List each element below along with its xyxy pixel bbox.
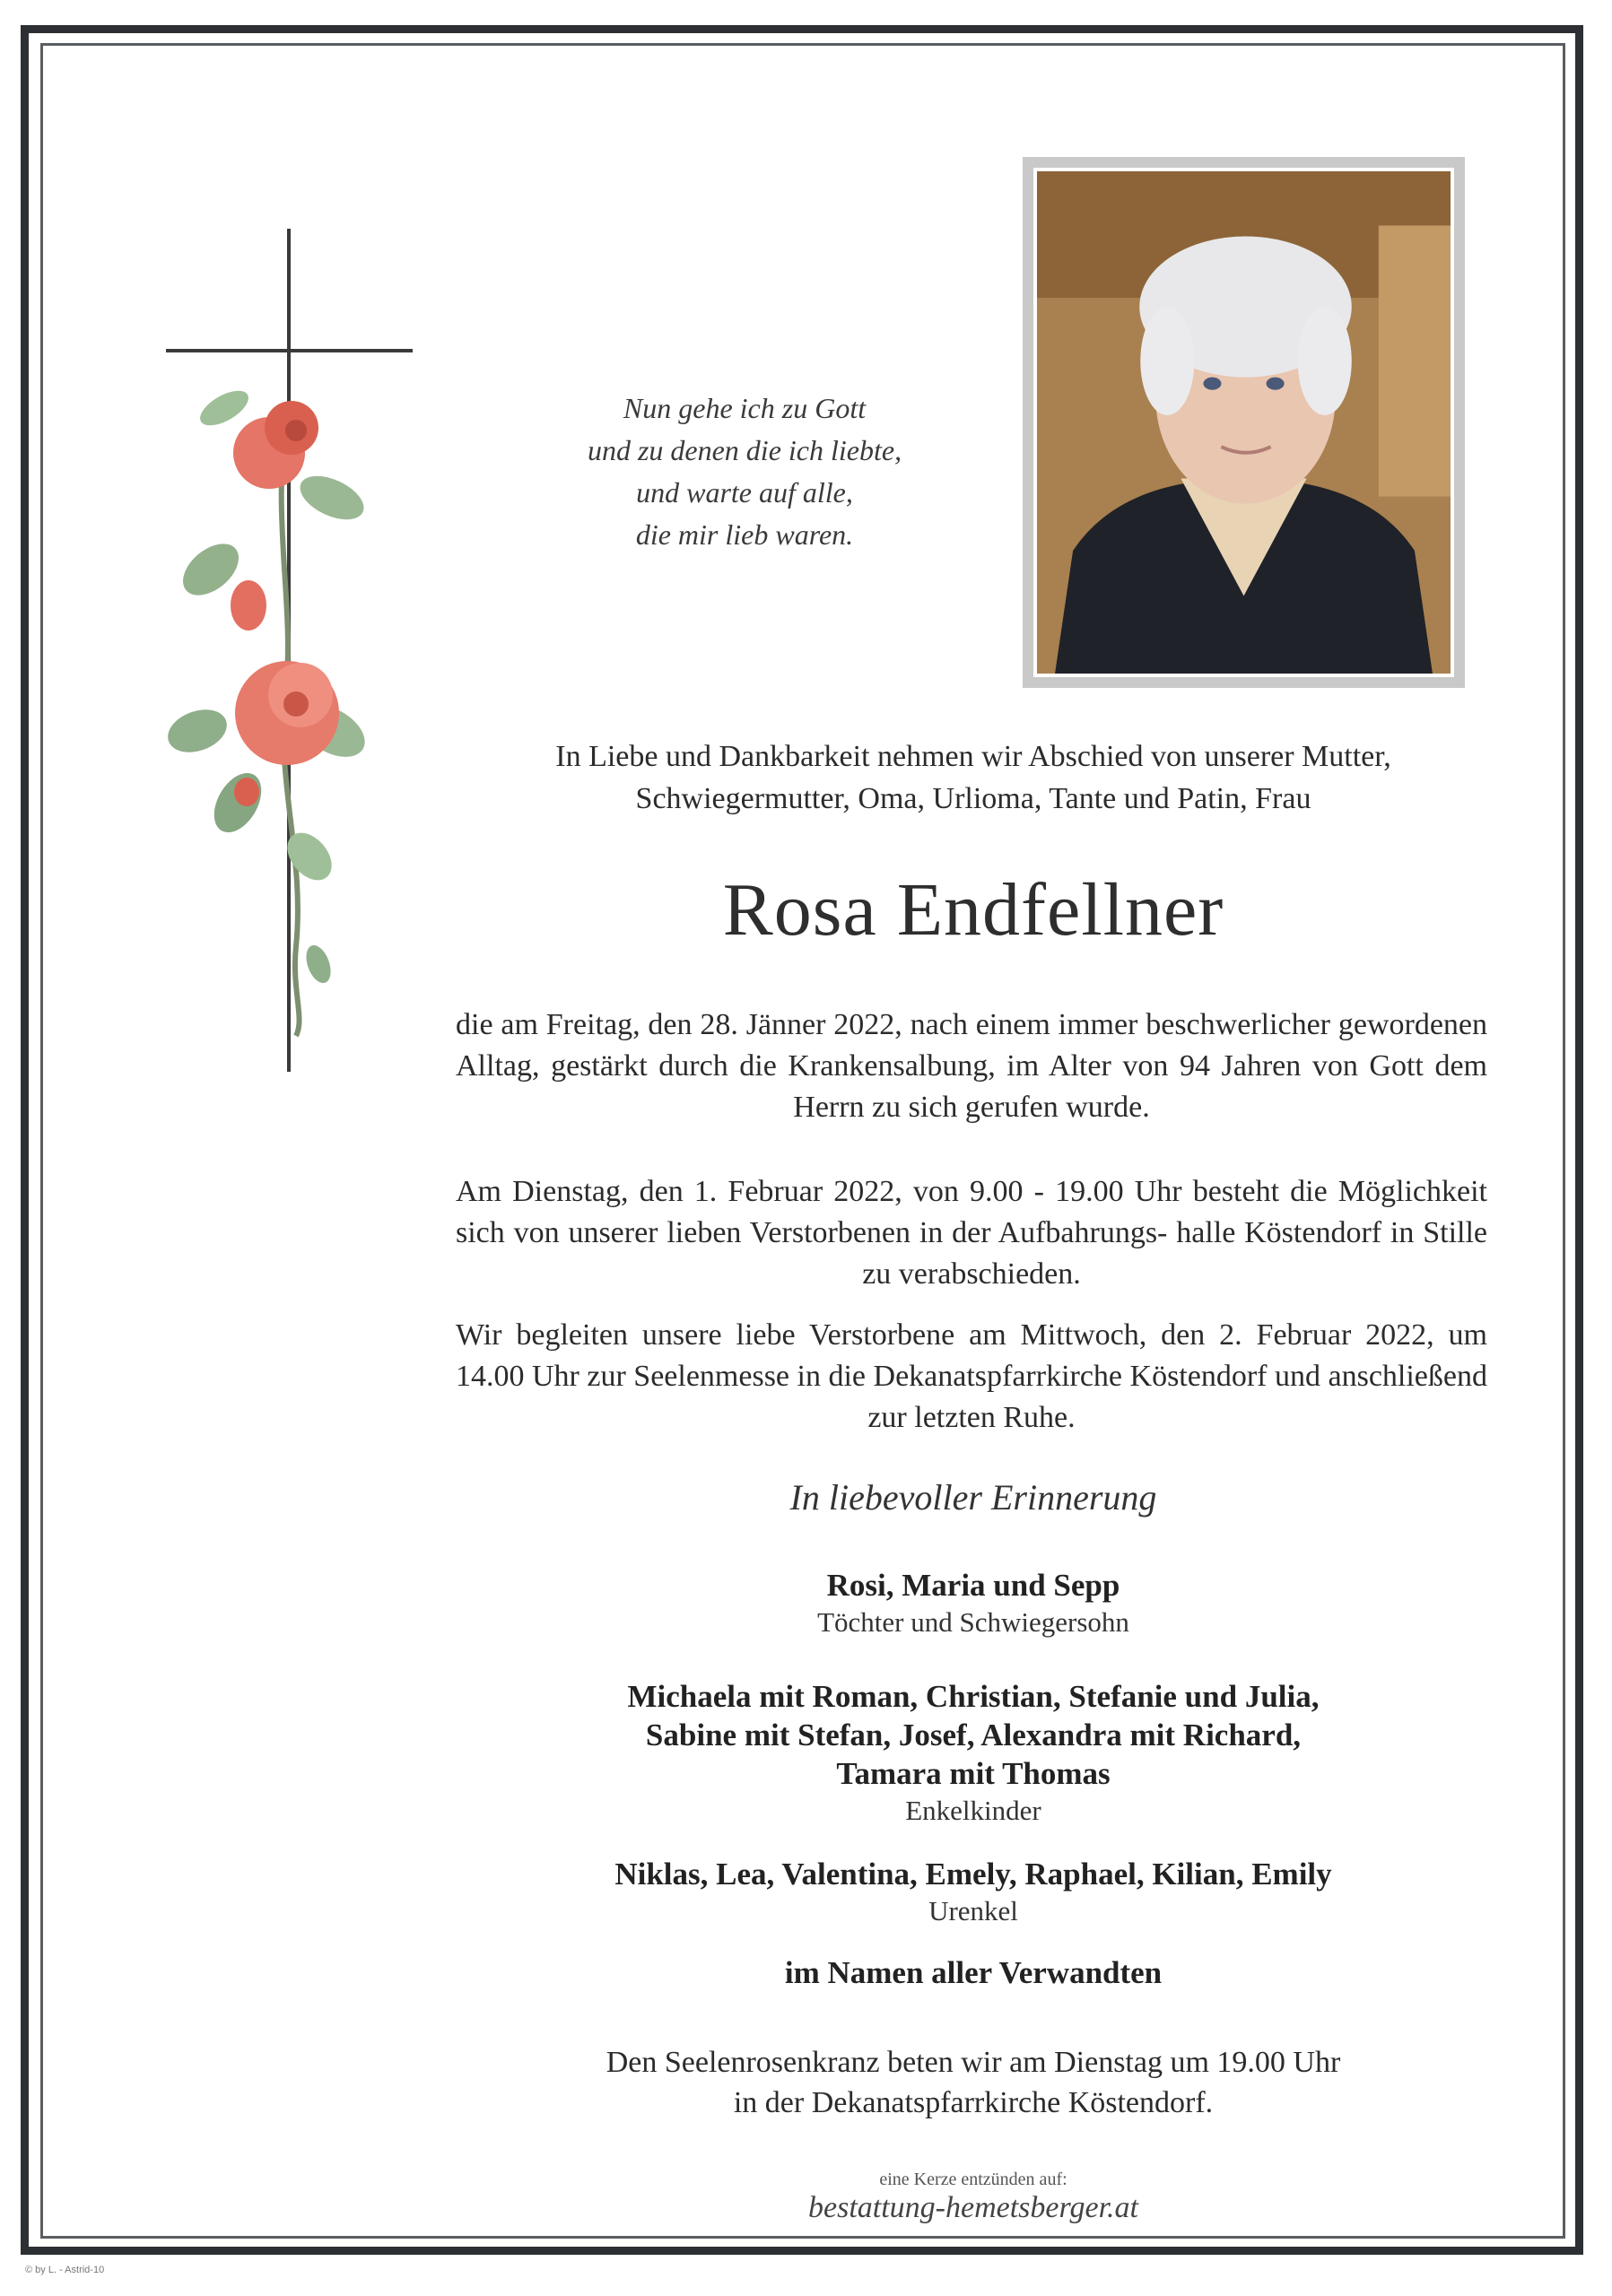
- rose-bloom: [283, 691, 309, 717]
- intro-line: In Liebe und Dankbarkeit nehmen wir Abschied von unserer Mutter,: [555, 740, 1391, 773]
- death-paragraph: die am Freitag, den 28. Jänner 2022, nach einem immer beschwerlicher gewordenen Alltag, gestärkt durch die Krankensalbung, im Alter von 94 Jahren von Gott dem Herrn zu sich gerufen wurde.: [456, 1008, 1487, 1124]
- portrait-photo: [1037, 171, 1451, 674]
- funeral-paragraph: Wir begleiten unsere liebe Verstorbene am Mittwoch, den 2. Februar 2022, um 14.00 Uhr zur Seelenmesse in die Dekanatspfarrkirche Köstendorf und anschließend zur letzten Ruhe.: [456, 1318, 1487, 1434]
- cross-horizontal-bar: [166, 349, 413, 352]
- portrait-frame: [1023, 157, 1465, 688]
- rose-bud: [231, 580, 266, 631]
- intro-line: Schwiegermutter, Oma, Urlioma, Tante und Patin, Frau: [635, 782, 1311, 815]
- rosary-line: in der Dekanatspfarrkirche Köstendorf.: [733, 2086, 1214, 2119]
- mourner-role: Töchter und Schwiegersohn: [817, 1606, 1129, 1638]
- mourner-names: Niklas, Lea, Valentina, Emely, Raphael, Kilian, Emily: [614, 1857, 1332, 1892]
- mourner-names: Tamara mit Thomas: [836, 1756, 1111, 1791]
- person-eye: [1203, 378, 1221, 390]
- rose-bud: [234, 778, 259, 806]
- candle-label: eine Kerze entzünden auf:: [879, 2170, 1067, 2189]
- mourner-group-great-grandchildren: [449, 1855, 1498, 1929]
- bible-quote: [502, 387, 987, 556]
- leaf: [195, 384, 254, 432]
- person-eye: [1267, 378, 1285, 390]
- mourner-names: Rosi, Maria und Sepp: [826, 1568, 1120, 1603]
- mourner-names: im Namen aller Verwandten: [784, 1955, 1163, 1990]
- intro-text: [449, 735, 1498, 820]
- photo-background-panel: [1379, 225, 1451, 496]
- mourner-role: Enkelkinder: [905, 1795, 1041, 1826]
- mourner-group-relatives: [449, 1953, 1498, 1992]
- leaf: [293, 467, 370, 528]
- leaf: [162, 702, 233, 761]
- mourner-group-daughters: [449, 1566, 1498, 1640]
- quote-line: die mir lieb waren.: [635, 518, 854, 551]
- mourner-group-grandchildren: [449, 1677, 1498, 1829]
- mourner-names: Michaela mit Roman, Christian, Stefanie und Julia,: [627, 1679, 1320, 1714]
- rose-bloom: [285, 420, 307, 441]
- mourner-names: Sabine mit Stefan, Josef, Alexandra mit Richard,: [645, 1718, 1302, 1752]
- mourner-role: Urenkel: [928, 1895, 1018, 1926]
- quote-line: Nun gehe ich zu Gott: [623, 392, 867, 424]
- quote-line: und zu denen die ich liebte,: [587, 434, 902, 466]
- person-hair: [1140, 307, 1194, 415]
- rosary-notice: [449, 2042, 1498, 2123]
- person-hair: [1298, 307, 1352, 415]
- rosary-line: Den Seelenrosenkranz beten wir am Dienstag um 19.00 Uhr: [606, 2046, 1341, 2079]
- quote-line: und warte auf alle,: [636, 476, 853, 509]
- deceased-name: Rosa Endfellner: [722, 868, 1224, 952]
- candle-website-link[interactable]: bestattung-hemetsberger.at: [808, 2191, 1138, 2224]
- memory-heading: In liebevoller Erinnerung: [789, 1477, 1157, 1518]
- leaf: [301, 942, 335, 987]
- image-credit: © by L. - Astrid-10: [25, 2265, 105, 2275]
- leaf: [205, 765, 271, 840]
- viewing-paragraph: Am Dienstag, den 1. Februar 2022, von 9.00 - 19.00 Uhr besteht die Möglichkeit sich von unserer lieben Verstorbenen in der Aufbahrungs- halle Köstendorf in Stille zu verabschieden.: [456, 1175, 1487, 1291]
- cross-with-roses-image: [161, 229, 422, 1072]
